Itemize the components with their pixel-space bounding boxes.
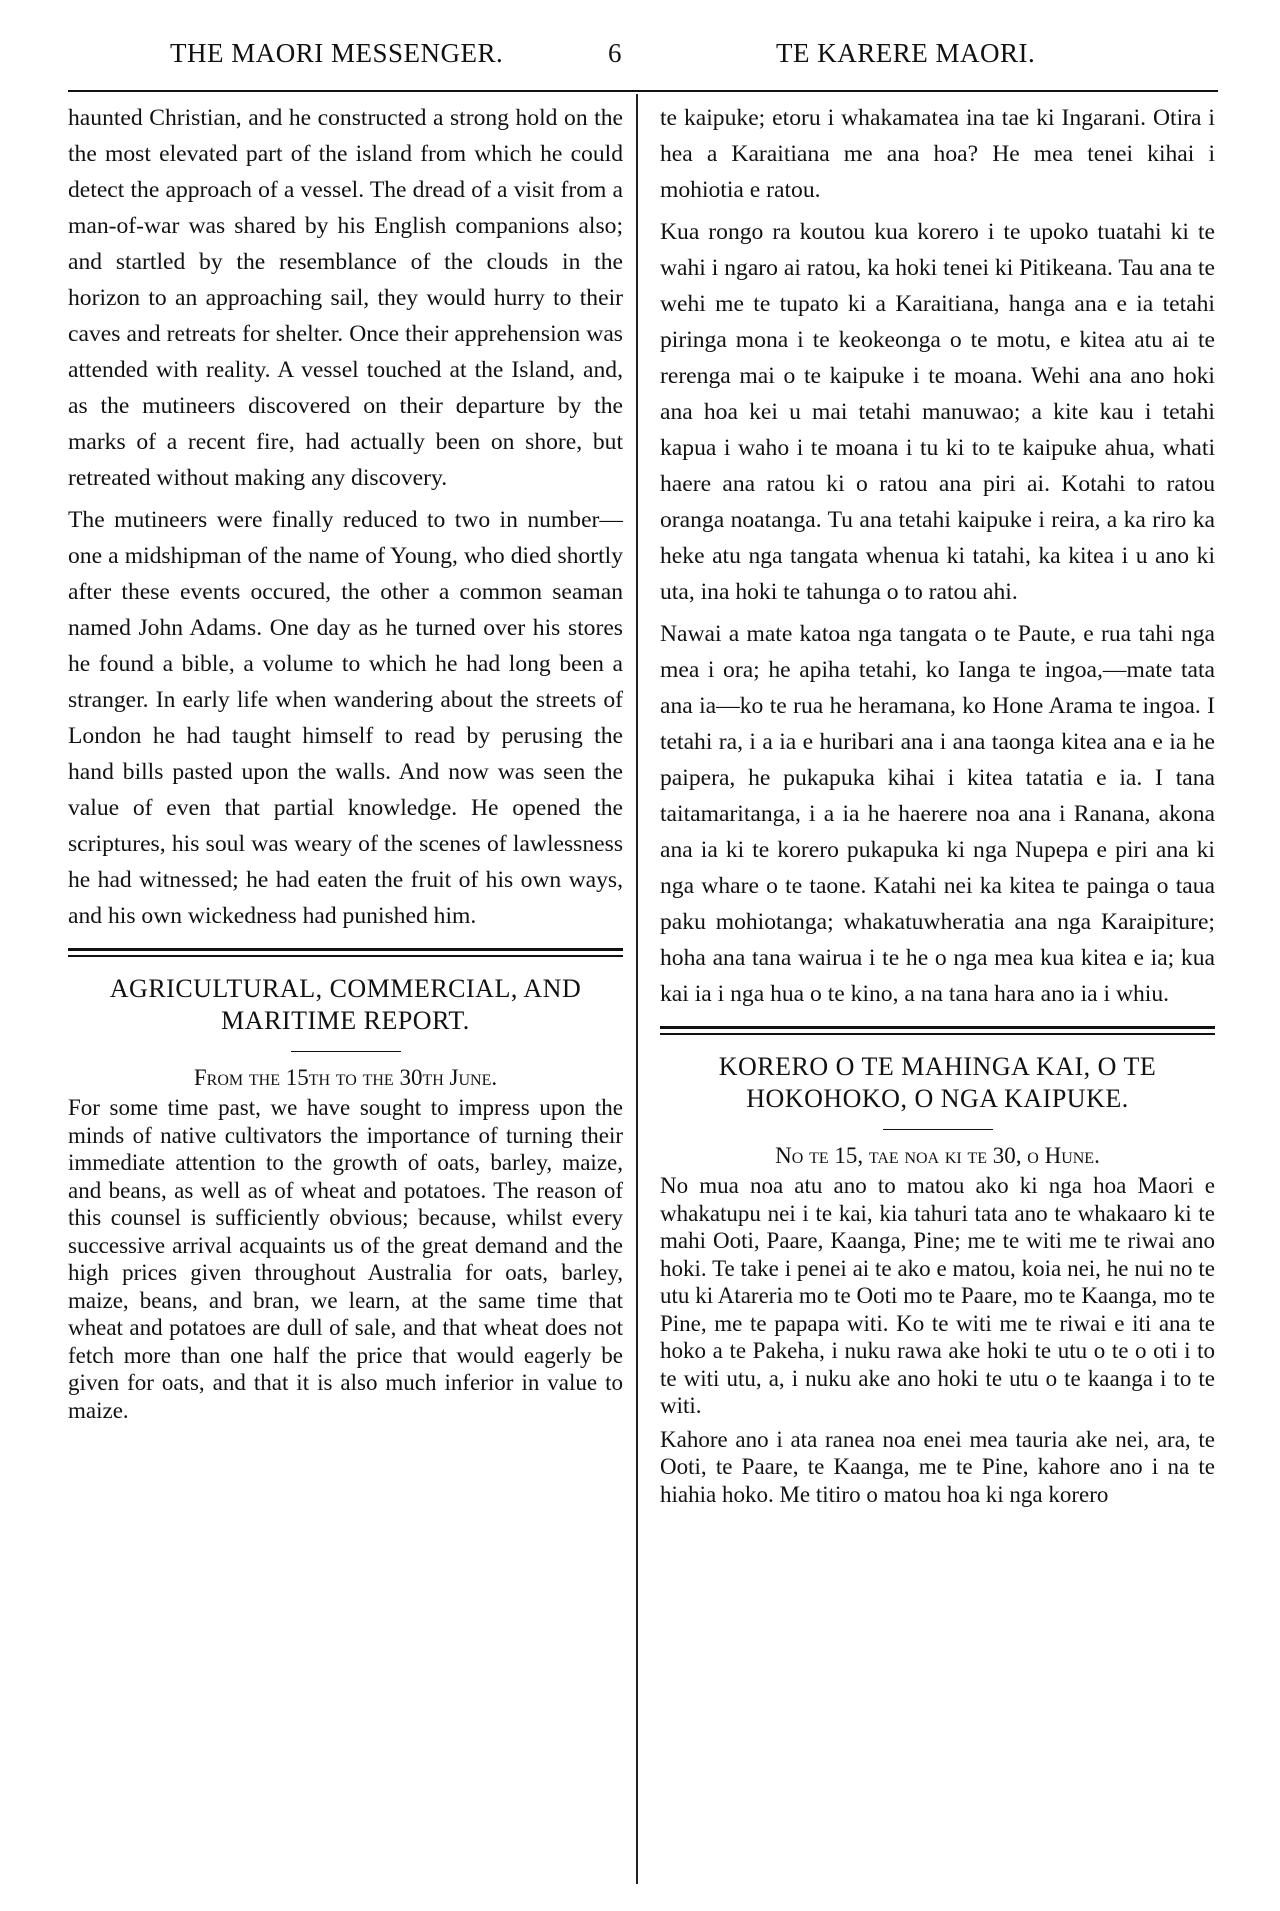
- english-dateline: From the 15th to the 30th June.: [193, 1065, 498, 1090]
- title-underline: [291, 1051, 401, 1053]
- section-double-rule: [660, 1026, 1215, 1029]
- maori-paragraph-1: te kaipuke; etoru i whakamatea ina tae ki Ingarani. Otira i hea a Karaitiana me ana hoa? He mea tenei kihai i mohiotia e ratou.: [660, 105, 1215, 203]
- maori-report-paragraph-1: No mua noa atu ano to matou ako ki nga hoa Maori e whakatupu nei i te kai, kia tahuri tata ano te whakaaro ki te mahi Ooti, Paare, Kaanga, Pine; me te witi me te riwai ano hoki. Te take i penei ai te ako e matou, koia nei, he nui no te utu ki Atareria mo te Ooti mo te Paare, mo te Kaanga, mo te Pine, me te papapa witi. Ko te witi me te riwai e iti ana te hoko a te Pakeha, i nuku rawa ake hoki te utu o te o oti i to te witi utu, a, i nuku ake ano hoki te utu o te kaanga i to te witi.: [660, 1173, 1215, 1418]
- english-section-title: AGRICULTURAL, COMMERCIAL, AND MARITIME REPORT.: [109, 973, 582, 1035]
- section-double-rule-thin: [68, 955, 623, 957]
- maori-masthead: TE KARERE MAORI.: [776, 38, 1036, 68]
- maori-paragraph-2: Kua rongo ra koutou kua korero i te upoko tuatahi ki te wahi i ngaro ai ratou, ka hoki tenei ki Pitikeana. Tau ana te wehi me te tupato ki a Karaitiana, hanga ana e ia tetahi piringa mona i te keokeonga o te motu, e kitea atu ai te rerenga mai o te kaipuke i te moana. Wehi ana ano hoki ana hoa kei u mai tetahi manuwao; a kite kau i tetahi kapua i waho i te moana i tu ki to te kaipuke ahua, whati haere ana ratou ki o ratou ana piri ai. Kotahi to ratou oranga noatanga. Tu ana tetahi kaipuke i reira, a ka riro ka heke atu nga tangata whenua ki tatahi, ka kitea i u ano ki uta, ina hoki te tahunga o to ratou ahi.: [660, 219, 1215, 605]
- header-rule: [68, 90, 1218, 92]
- title-underline: [883, 1129, 993, 1131]
- english-masthead: THE MAORI MESSENGER.: [170, 38, 504, 68]
- maori-report-paragraph-2: Kahore ano i ata ranea noa enei mea tauria ake nei, ara, te Ooti, te Paare, te Kaanga, me te Pine, kahore ano i na te hiahia hoko. Me titiro o matou hoa ki nga korero: [660, 1426, 1215, 1507]
- english-report-text: For some time past, we have sought to impress upon the minds of native cultivators the importance of turning their immediate attention to the growth of oats, barley, maize, and beans, as well as of wheat and potatoes. The reason of this counsel is sufficiently obvious; because, whilst every successive arrival acquaints us of the great demand and the high prices given throughout Australia for oats, barley, maize, beans, and bran, we learn, at the same time that wheat and potatoes are dull of sale, and that wheat does not fetch more than one half the price that would eagerly be given for oats, and that it is also much inferior in value to maize.: [68, 1095, 623, 1423]
- page-header: [60, 38, 1210, 78]
- english-paragraph-1: haunted Christian, and he constructed a strong hold on the the most elevated part of the island from which he could detect the approach of a vessel. The dread of a visit from a man-of-war was shared by his English companions also; and startled by the resemblance of the clouds in the horizon to an approaching sail, they would hurry to their caves and retreats for shelter. Once their apprehension was attended with reality. A vessel touched at the Island, and, as the mutineers discovered on their departure by the marks of a recent fire, had actually been on shore, but retreated without making any discovery.: [68, 105, 623, 491]
- section-double-rule: [68, 948, 623, 951]
- maori-section-title: KORERO O TE MAHINGA KAI, O TE HOKOHOKO, O NGA KAIPUKE.: [718, 1051, 1157, 1113]
- maori-paragraph-3: Nawai a mate katoa nga tangata o te Paute, e rua tahi nga mea i ora; he apiha tetahi, ko Ianga te ingoa,—mate tata ana ia—ko te rua he heramana, ko Hone Arama te ingoa. I tetahi ra, i a ia e huribari ana i ana taonga kitea ana e ia he paipera, he pukapuka kihai i kitea tatatia e ia. I tana taitamaritanga, i a ia he haerere noa ana i Ranana, akona ana ia ki te korero pukapuka ki nga Nupepa e piri ana ki nga whare o te taone. Katahi nei ka kitea te painga o taua paku mohiotanga; whakatuwheratia ana nga Karaipiture; hoha ana tana wairua i te he o nga mea kua kitea e ia; kua kai ia i nga hua o te kino, a na tana hara ano ia i whiu.: [660, 621, 1215, 1007]
- left-column: [68, 100, 623, 1424]
- right-column: [660, 100, 1215, 1508]
- maori-dateline: No te 15, tae noa ki te 30, o Hune.: [775, 1143, 1100, 1168]
- english-paragraph-2: The mutineers were finally reduced to two in number—one a midshipman of the name of Young, who died shortly after these events occured, the other a common seaman named John Adams. One day as he turned over his stores he found a bible, a volume to which he had long been a stranger. In early life when wandering about the streets of London he had taught himself to read by perusing the hand bills pasted upon the walls. And now was seen the value of even that partial knowledge. He opened the scriptures, his soul was weary of the scenes of lawlessness he had witnessed; he had eaten the fruit of his own ways, and his own wickedness had punished him.: [68, 507, 623, 929]
- column-divider: [636, 94, 638, 1884]
- page-number: 6: [608, 38, 622, 68]
- section-double-rule-thin: [660, 1033, 1215, 1035]
